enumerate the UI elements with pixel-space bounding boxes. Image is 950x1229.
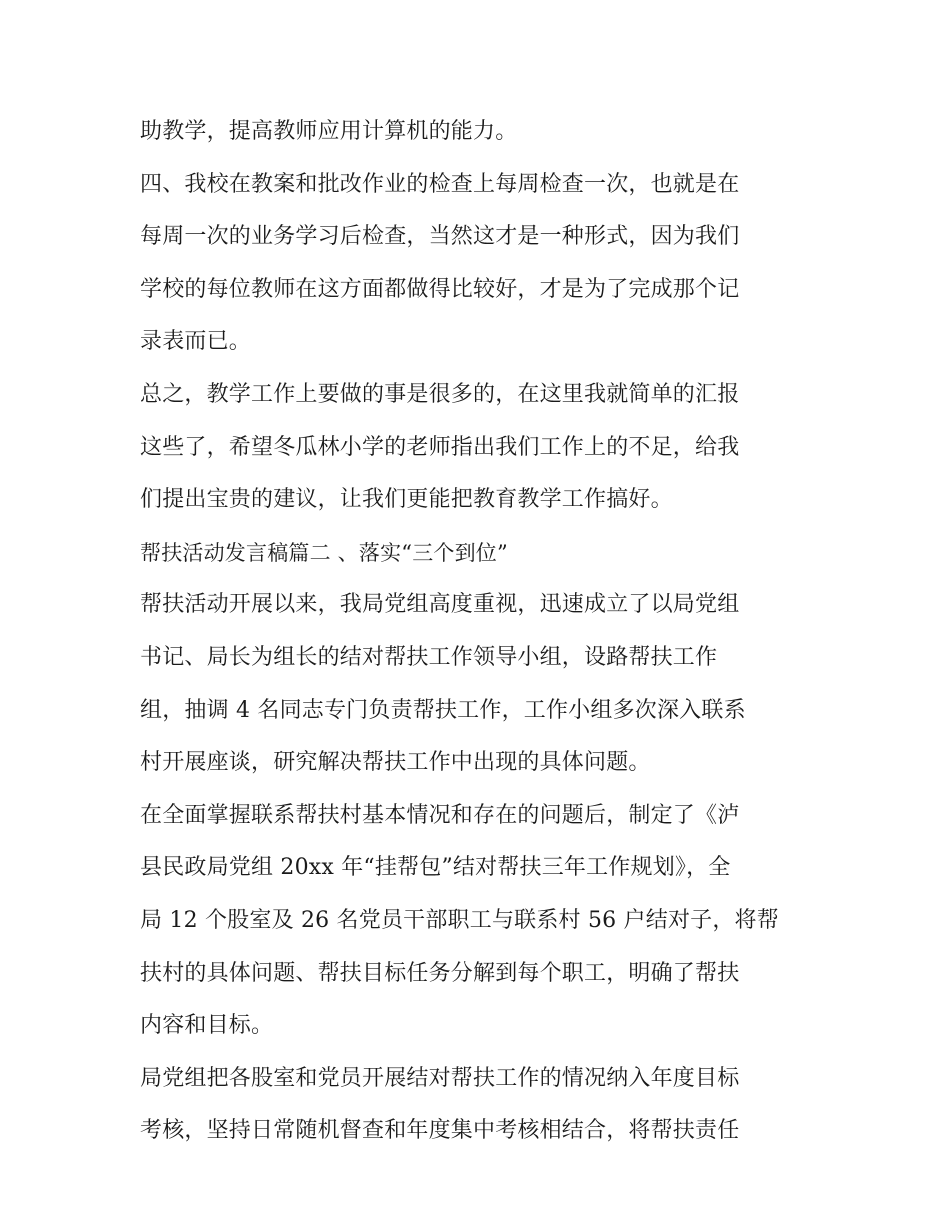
text-line: 录表而已。 (140, 329, 252, 355)
text-line: 们提出宝贵的建议，让我们更能把教育教学工作搞好。 (140, 487, 673, 513)
text-line: 内容和目标。 (140, 1013, 274, 1039)
text-line: 县民政局党组 20xx 年“挂帮包”结对帮扶三年工作规划》，全 (140, 855, 731, 881)
text-line: 助教学，提高教师应用计算机的能力。 (140, 119, 518, 144)
text-line: 帮扶活动开展以来，我局党组高度重视，迅速成立了以局党组 (140, 592, 740, 618)
text-line: 组，抽调 4 名同志专门负责帮扶工作，工作小组多次深入联系 (140, 697, 746, 723)
text-line: 扶村的具体问题、帮扶目标任务分解到每个职工，明确了帮扶 (140, 960, 740, 986)
text-line: 局党组把各股室和党员开展结对帮扶工作的情况纳入年度目标 (140, 1065, 740, 1091)
text-line: 总之，教学工作上要做的事是很多的，在这里我就简单的汇报 (140, 381, 740, 407)
text-line: 四、我校在教案和批改作业的检查上每周检查一次，也就是在 (140, 171, 740, 197)
text-line: 书记、局长为组长的结对帮扶工作领导小组，设路帮扶工作 (140, 644, 718, 670)
document-body (140, 106, 820, 1158)
text-line: 村开展座谈，研究解决帮扶工作中出现的具体问题。 (140, 750, 651, 776)
text-line: 这些了，希望冬瓜林小学的老师指出我们工作上的不足，给我 (140, 434, 740, 460)
text-line: 在全面掌握联系帮扶村基本情况和存在的问题后，制定了《泸 (140, 802, 740, 828)
section-heading: 帮扶活动发言稿篇二 、落实“三个到位” (140, 540, 508, 565)
text-line: 考核，坚持日常随机督查和年度集中考核相结合，将帮扶责任 (140, 1118, 740, 1144)
text-line: 每周一次的业务学习后检查，当然这才是一种形式，因为我们 (140, 224, 740, 250)
text-line: 学校的每位教师在这方面都做得比较好，才是为了完成那个记 (140, 276, 740, 302)
text-line: 局 12 个股室及 26 名党员干部职工与联系村 56 户结对子，将帮 (140, 907, 779, 933)
